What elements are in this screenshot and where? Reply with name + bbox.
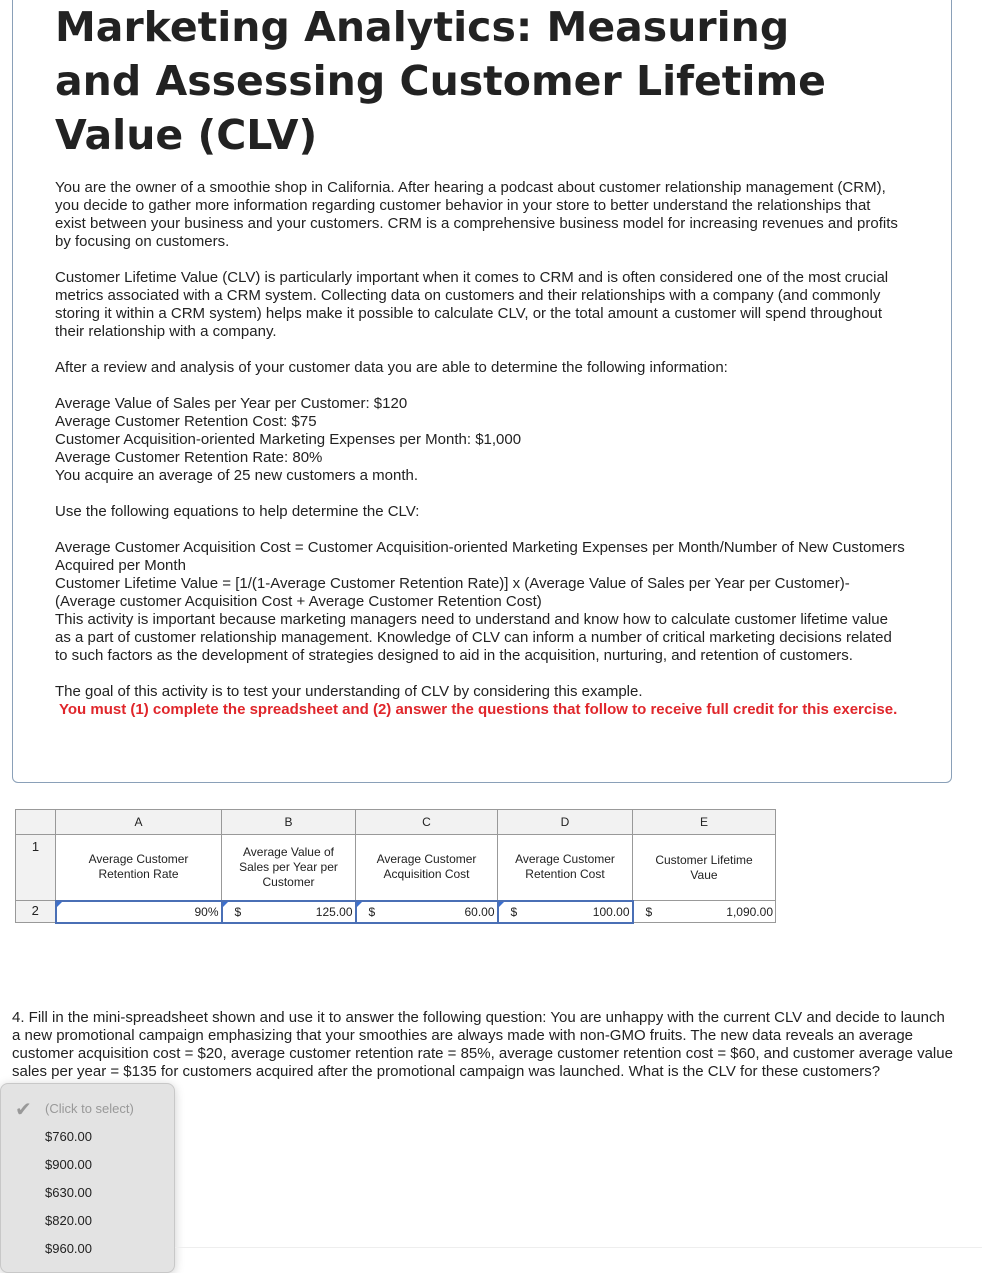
cell-value: 60.00 [464, 904, 495, 919]
fact: Customer Acquisition-oriented Marketing Expenses per Month: $1,000 [55, 431, 522, 448]
paragraph: After a review and analysis of your customer data you are able to determine the following information: [55, 359, 728, 376]
column-header: B [222, 810, 356, 835]
fact: Average Value of Sales per Year per Customer: $120 [55, 395, 408, 412]
dropdown-option[interactable]: $900.00 [45, 1157, 92, 1172]
cell-value: 90% [194, 904, 219, 919]
header-cell: Average Customer Acquisition Cost [356, 835, 498, 901]
column-header: D [498, 810, 633, 835]
currency-symbol: $ [645, 904, 653, 919]
dropdown-option[interactable]: $630.00 [45, 1185, 92, 1200]
header-cell: Average Value of Sales per Year per Customer [222, 835, 356, 901]
column-header: A [56, 810, 222, 835]
header-cell: Average Customer Retention Cost [498, 835, 633, 901]
currency-symbol: $ [234, 904, 242, 919]
equation: Customer Lifetime Value = [1/(1-Average Customer Retention Rate)] x (Average Value of Sales per Year per Customer)-(Average customer Acquisition Cost + Average Customer Retention Cost) [55, 575, 850, 610]
header-cell: Average Customer Retention Rate [56, 835, 222, 901]
paragraph: You are the owner of a smoothie shop in California. After hearing a podcast about customer relationship management (CRM), you decide to gather more information regarding customer behavior in your store to better understand the relationships that exist between your business and your customers. CRM is a comprehensive business model for increasing revenues and profits by focusing on customers. [55, 179, 898, 250]
fact: Average Customer Retention Rate: 80% [55, 449, 323, 466]
equation: Average Customer Acquisition Cost = Customer Acquisition-oriented Marketing Expenses per Month/Number of New Customers Acquired per Month [55, 539, 905, 574]
intro-body [55, 179, 905, 737]
currency-symbol: $ [368, 904, 376, 919]
retention-cost-input[interactable] [498, 901, 633, 923]
cell-value: 1,090.00 [726, 904, 773, 919]
cell-value: 100.00 [592, 904, 630, 919]
fact: Average Customer Retention Cost: $75 [55, 413, 317, 430]
dropdown-option[interactable]: $820.00 [45, 1213, 92, 1228]
answer-dropdown[interactable] [0, 1083, 175, 1273]
currency-symbol: $ [510, 904, 518, 919]
page-title: Marketing Analytics: Measuring and Assessing Customer Lifetime Value (CLV) [55, 3, 826, 159]
clv-cell [633, 901, 776, 923]
header-cell: Customer Lifetime Vaue [633, 835, 776, 901]
dropdown-placeholder[interactable]: (Click to select) [45, 1101, 134, 1116]
sales-value-input[interactable] [222, 901, 356, 923]
row-number: 1 [16, 835, 56, 901]
goal [55, 683, 905, 719]
fact: You acquire an average of 25 new customers a month. [55, 467, 419, 484]
paragraph: Customer Lifetime Value (CLV) is particularly important when it comes to CRM and is often considered one of the most crucial metrics associated with a CRM system. Collecting data on customers and their relationships with a company (and commonly storing it within a CRM system) helps make it possible to calculate CLV, or the total amount a customer will spend throughout their relationship with a company. [55, 269, 889, 340]
cell-value: 125.00 [315, 904, 353, 919]
checkmark-icon: ✔ [15, 1099, 32, 1121]
acquisition-cost-input[interactable] [356, 901, 498, 923]
column-header: C [356, 810, 498, 835]
equations-intro: Use the following equations to help determine the CLV: [55, 503, 420, 520]
dropdown-option[interactable]: $960.00 [45, 1241, 92, 1256]
divider [175, 1247, 982, 1248]
retention-rate-input[interactable] [56, 901, 222, 923]
corner-cell [16, 810, 56, 835]
requirement-text: You must (1) complete the spreadsheet and (2) answer the questions that follow to receive full credit for this exercise. [59, 701, 898, 718]
goal-text: The goal of this activity is to test your understanding of CLV by considering this example. [55, 683, 643, 700]
equations [55, 539, 905, 665]
facts-list [55, 395, 905, 485]
mini-spreadsheet [15, 809, 776, 924]
column-header: E [633, 810, 776, 835]
importance-text: This activity is important because marketing managers need to understand and know how to calculate customer lifetime value as a part of customer relationship management. Knowledge of CLV can inform a number of critical marketing decisions related to such factors as the development of strategies designed to aid in the acquisition, nurturing, and retention of customers. [55, 611, 892, 664]
dropdown-option[interactable]: $760.00 [45, 1129, 92, 1144]
question-text: 4. Fill in the mini-spreadsheet shown and use it to answer the following question: You are unhappy with the current CLV and decide to launch a new promotional campaign emphasizing that your smoothies are always made with non-GMO fruits. The new data reveals an average customer acquisition cost = $20, average customer retention rate = 85%, average customer retention cost = $60, and customer average value sales per year = $135 for customers acquired after the promotional campaign was launched. What is the CLV for these customers? [12, 1009, 953, 1080]
row-number: 2 [16, 901, 56, 923]
